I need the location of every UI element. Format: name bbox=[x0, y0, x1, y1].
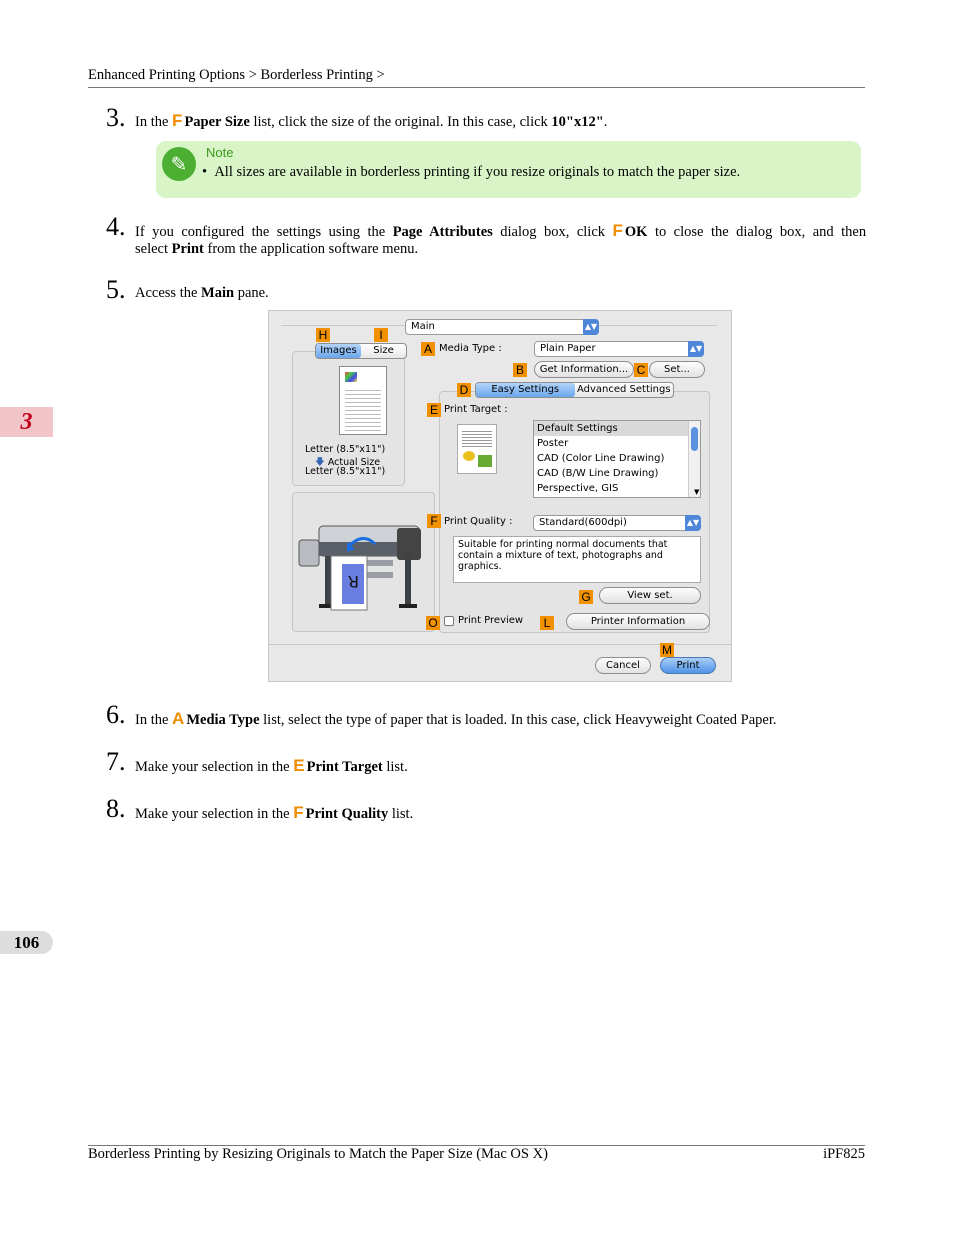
scrollbar[interactable] bbox=[688, 421, 700, 497]
note-text: • All sizes are available in borderless printing if you resize originals to match the paper size. bbox=[202, 164, 741, 180]
label-i: I bbox=[374, 328, 388, 342]
media-type-label: Media Type : bbox=[439, 343, 502, 354]
print-target-list[interactable] bbox=[533, 420, 701, 498]
updown-arrow-icon: ▲▼ bbox=[685, 515, 701, 531]
label-a: A bbox=[421, 342, 435, 356]
key-label-e: E bbox=[293, 756, 305, 775]
step-text: Access the Main pane. bbox=[135, 285, 269, 301]
step-text: If you configured the settings using the Page Attributes dialog box, click F OK to close the dialog box, and then bbox=[135, 221, 867, 240]
photo-icon bbox=[478, 455, 492, 467]
view-set-button[interactable]: View set. bbox=[599, 587, 701, 604]
step-text: Make your selection in the E Print Target list. bbox=[135, 756, 408, 775]
list-item[interactable]: CAD (Color Line Drawing) bbox=[537, 453, 665, 464]
flower-icon bbox=[463, 451, 475, 461]
print-button[interactable]: Print bbox=[660, 657, 716, 674]
quality-description: Suitable for printing normal documents that contain a mixture of text, photographs and graphics. bbox=[453, 536, 701, 583]
step-text: Make your selection in the F Print Quality list. bbox=[135, 803, 414, 822]
list-item[interactable]: CAD (B/W Line Drawing) bbox=[537, 468, 659, 479]
cancel-button[interactable]: Cancel bbox=[595, 657, 651, 674]
label-c: C bbox=[634, 363, 648, 377]
key-label-f: F bbox=[612, 221, 623, 240]
step-number: 4. bbox=[106, 212, 126, 241]
page-preview bbox=[339, 366, 387, 435]
note-box bbox=[156, 141, 861, 198]
print-quality-label: Print Quality : bbox=[444, 516, 513, 527]
tab-advanced-settings[interactable]: Advanced Settings bbox=[576, 384, 671, 395]
set-button[interactable]: Set... bbox=[649, 361, 705, 378]
printer-information-button[interactable]: Printer Information bbox=[566, 613, 710, 630]
label-b: B bbox=[513, 363, 527, 377]
chapter-tab: 3 bbox=[0, 407, 53, 437]
label-l: L bbox=[540, 616, 554, 630]
label-d: D bbox=[457, 383, 471, 397]
list-item[interactable]: Default Settings bbox=[534, 421, 700, 436]
pane-popup[interactable]: Main ▲▼ bbox=[405, 319, 599, 335]
pencil-icon: ✎ bbox=[162, 147, 196, 181]
step-number: 6. bbox=[106, 700, 126, 729]
step-number: 7. bbox=[106, 747, 126, 776]
note-title: Note bbox=[206, 145, 234, 160]
list-item[interactable]: Poster bbox=[537, 438, 569, 449]
print-target-label: Print Target : bbox=[444, 404, 508, 415]
key-label-a: A bbox=[172, 709, 185, 728]
step-number: 5. bbox=[106, 275, 126, 304]
paper-info-scale: 🡇 Actual Size bbox=[315, 457, 381, 468]
label-o: O bbox=[426, 616, 440, 630]
text-lines bbox=[345, 387, 381, 431]
print-preview-checkbox[interactable] bbox=[444, 616, 454, 626]
tab-images[interactable]: Images bbox=[316, 344, 361, 358]
step-number: 3. bbox=[106, 103, 126, 132]
get-information-button[interactable]: Get Information... bbox=[534, 361, 634, 378]
image-thumb-icon bbox=[345, 372, 357, 382]
print-target-thumbnail bbox=[457, 424, 497, 474]
key-label-f: F bbox=[172, 111, 183, 130]
printer-illustration-icon bbox=[297, 516, 427, 616]
print-dialog-screenshot bbox=[268, 310, 732, 682]
text-lines bbox=[462, 429, 492, 447]
preview-tabs[interactable] bbox=[315, 343, 407, 359]
paper-info-output: Letter (8.5"x11") bbox=[305, 466, 386, 477]
tab-size[interactable]: Size bbox=[373, 345, 394, 356]
page-number: 106 bbox=[0, 931, 53, 954]
label-f: F bbox=[427, 514, 441, 528]
scroll-thumb[interactable] bbox=[691, 427, 698, 451]
step-text-line2: select Print from the application software menu. bbox=[135, 241, 419, 257]
label-e: E bbox=[427, 403, 441, 417]
tab-easy-settings[interactable]: Easy Settings bbox=[476, 383, 575, 397]
print-quality-popup[interactable]: Standard(600dpi) ▲▼ bbox=[533, 515, 701, 531]
footer-title: Borderless Printing by Resizing Originals to Match the Paper Size (Mac OS X) bbox=[88, 1146, 548, 1162]
footer-model: iPF825 bbox=[823, 1146, 865, 1162]
svg-text:R: R bbox=[347, 572, 359, 591]
key-label-f: F bbox=[293, 803, 304, 822]
scroll-down-icon[interactable]: ▼ bbox=[694, 488, 700, 496]
arrow-down-icon: 🡇 bbox=[315, 457, 325, 468]
header-rule bbox=[88, 87, 865, 88]
updown-arrow-icon: ▲▼ bbox=[688, 341, 704, 357]
label-g: G bbox=[579, 590, 593, 604]
step-text: In the A Media Type list, select the type of paper that is loaded. In this case, click Heavyweight Coated Paper. bbox=[135, 709, 777, 728]
print-preview-label: Print Preview bbox=[458, 615, 524, 626]
label-m: M bbox=[662, 643, 672, 657]
media-type-popup[interactable]: Plain Paper ▲▼ bbox=[534, 341, 704, 357]
updown-arrow-icon: ▲▼ bbox=[583, 319, 599, 335]
list-item[interactable]: Perspective, GIS bbox=[537, 483, 619, 494]
paper-info-original: Letter (8.5"x11") bbox=[305, 444, 386, 455]
label-h: H bbox=[316, 328, 330, 342]
breadcrumb: Enhanced Printing Options > Borderless Printing > bbox=[88, 67, 385, 83]
step-number: 8. bbox=[106, 794, 126, 823]
settings-tabs[interactable] bbox=[475, 382, 674, 398]
step-text: In the F Paper Size list, click the size of the original. In this case, click 10"x12". bbox=[135, 111, 608, 130]
